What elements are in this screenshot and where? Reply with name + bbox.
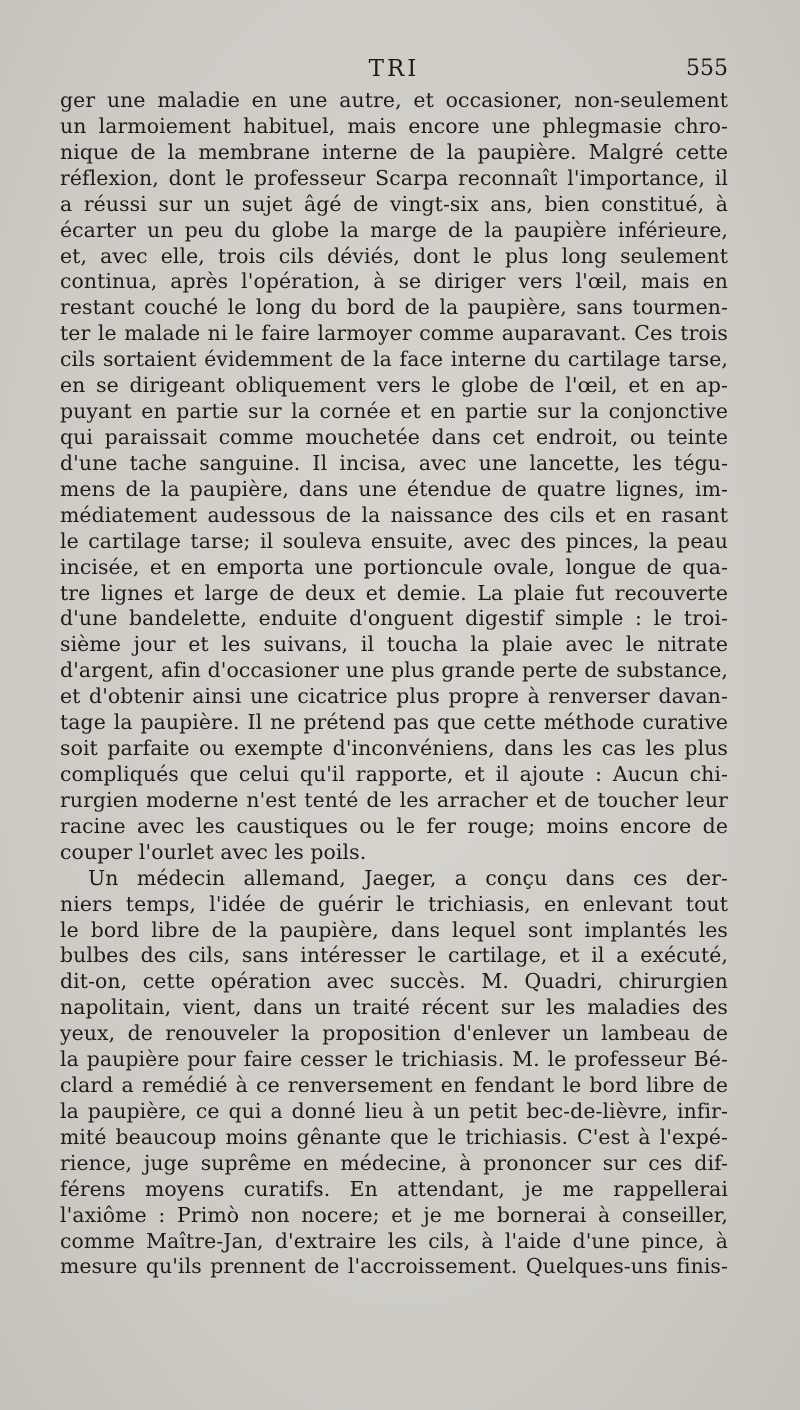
text-line: qui paraissait comme mouchetée dans cet endroit, ou teinte xyxy=(60,424,728,449)
text-line: férens moyens curatifs. En attendant, je me rappellerai xyxy=(60,1176,728,1201)
running-head: TRI xyxy=(368,56,420,82)
text-line: niers temps, l'idée de guérir le trichiasis, en enlevant tout xyxy=(60,891,728,916)
text-line: d'une bandelette, enduite d'onguent digestif simple : le troi- xyxy=(60,606,728,631)
text-line: mens de la paupière, dans une étendue de quatre lignes, im- xyxy=(60,476,728,501)
text-line: incisée, et en emporta une portioncule ovale, longue de qua- xyxy=(60,554,728,579)
text-line: et, avec elle, trois cils déviés, dont le plus long seulement xyxy=(60,243,728,268)
text-line: ter le malade ni le faire larmoyer comme auparavant. Ces trois xyxy=(60,321,728,346)
text-line: en se dirigeant obliquement vers le globe de l'œil, et en ap- xyxy=(60,373,728,398)
text-line: continua, après l'opération, à se diriger vers l'œil, mais en xyxy=(60,269,728,294)
text-line: mesure qu'ils prennent de l'accroissement. Quelques-uns finis- xyxy=(60,1254,728,1279)
text-line: soit parfaite ou exempte d'inconvéniens, dans les cas les plus xyxy=(60,736,728,761)
text-line: comme Maître-Jan, d'extraire les cils, à l'aide d'une pince, à xyxy=(60,1228,728,1253)
text-line: tage la paupière. Il ne prétend pas que cette méthode curative xyxy=(60,710,728,735)
text-line: dit-on, cette opération avec succès. M. Quadri, chirurgien xyxy=(60,969,728,994)
text-line: et d'obtenir ainsi une cicatrice plus propre à renverser davan- xyxy=(60,684,728,709)
text-line: racine avec les caustiques ou le fer rouge; moins encore de xyxy=(60,813,728,838)
text-line: nique de la membrane interne de la paupière. Malgré cette xyxy=(60,139,728,164)
text-line: rurgien moderne n'est tenté de les arracher et de toucher leur xyxy=(60,787,728,812)
text-line: d'argent, afin d'occasioner une plus grande perte de substance, xyxy=(60,658,728,683)
text-line: médiatement audessous de la naissance des cils et en rasant xyxy=(60,502,728,527)
text-line: sième jour et les suivans, il toucha la plaie avec le nitrate xyxy=(60,632,728,657)
text-line: couper l'ourlet avec les poils. xyxy=(60,839,367,864)
text-line: puyant en partie sur la cornée et en partie sur la conjonctive xyxy=(60,399,728,424)
page-number: 555 xyxy=(686,56,728,81)
text-line: bulbes des cils, sans intéresser le cartilage, et il a exécuté, xyxy=(60,943,728,968)
body-text xyxy=(60,88,728,1280)
text-line: Un médecin allemand, Jaeger, a conçu dans ces der- xyxy=(88,865,728,890)
text-line: clard a remédié à ce renversement en fendant le bord libre de xyxy=(60,1073,728,1098)
text-line: restant couché le long du bord de la paupière, sans tourmen- xyxy=(60,295,728,320)
text-line: d'une tache sanguine. Il incisa, avec une lancette, les tégu- xyxy=(60,450,728,475)
text-line: la paupière pour faire cesser le trichiasis. M. le professeur Bé- xyxy=(60,1047,728,1072)
text-line: rience, juge suprême en médecine, à prononcer sur ces dif- xyxy=(60,1150,728,1175)
text-line: l'axiôme : Primò non nocere; et je me bornerai à conseiller, xyxy=(60,1202,728,1227)
text-line: compliqués que celui qu'il rapporte, et il ajoute : Aucun chi- xyxy=(60,761,728,786)
text-line: tre lignes et large de deux et demie. La plaie fut recouverte xyxy=(60,580,728,605)
text-line: le cartilage tarse; il souleva ensuite, avec des pinces, la peau xyxy=(60,528,728,553)
text-line: ger une maladie en une autre, et occasioner, non-seulement xyxy=(60,88,728,112)
text-line: cils sortaient évidemment de la face interne du cartilage tarse, xyxy=(60,347,728,372)
text-line: napolitain, vient, dans un traité récent sur les maladies des xyxy=(60,995,728,1020)
text-line: la paupière, ce qui a donné lieu à un petit bec-de-lièvre, infir- xyxy=(60,1098,728,1123)
text-line: le bord libre de la paupière, dans lequel sont implantés les xyxy=(60,917,728,942)
text-line: un larmoiement habituel, mais encore une phlegmasie chro- xyxy=(60,113,728,138)
page-header xyxy=(60,56,728,86)
text-line: a réussi sur un sujet âgé de vingt-six ans, bien constitué, à xyxy=(60,191,728,216)
text-line: réflexion, dont le professeur Scarpa reconnaît l'importance, il xyxy=(60,165,728,190)
text-line: mité beaucoup moins gênante que le trichiasis. C'est à l'expé- xyxy=(60,1124,728,1149)
text-line: yeux, de renouveler la proposition d'enlever un lambeau de xyxy=(60,1021,728,1046)
text-line: écarter un peu du globe la marge de la paupière inférieure, xyxy=(60,217,728,242)
